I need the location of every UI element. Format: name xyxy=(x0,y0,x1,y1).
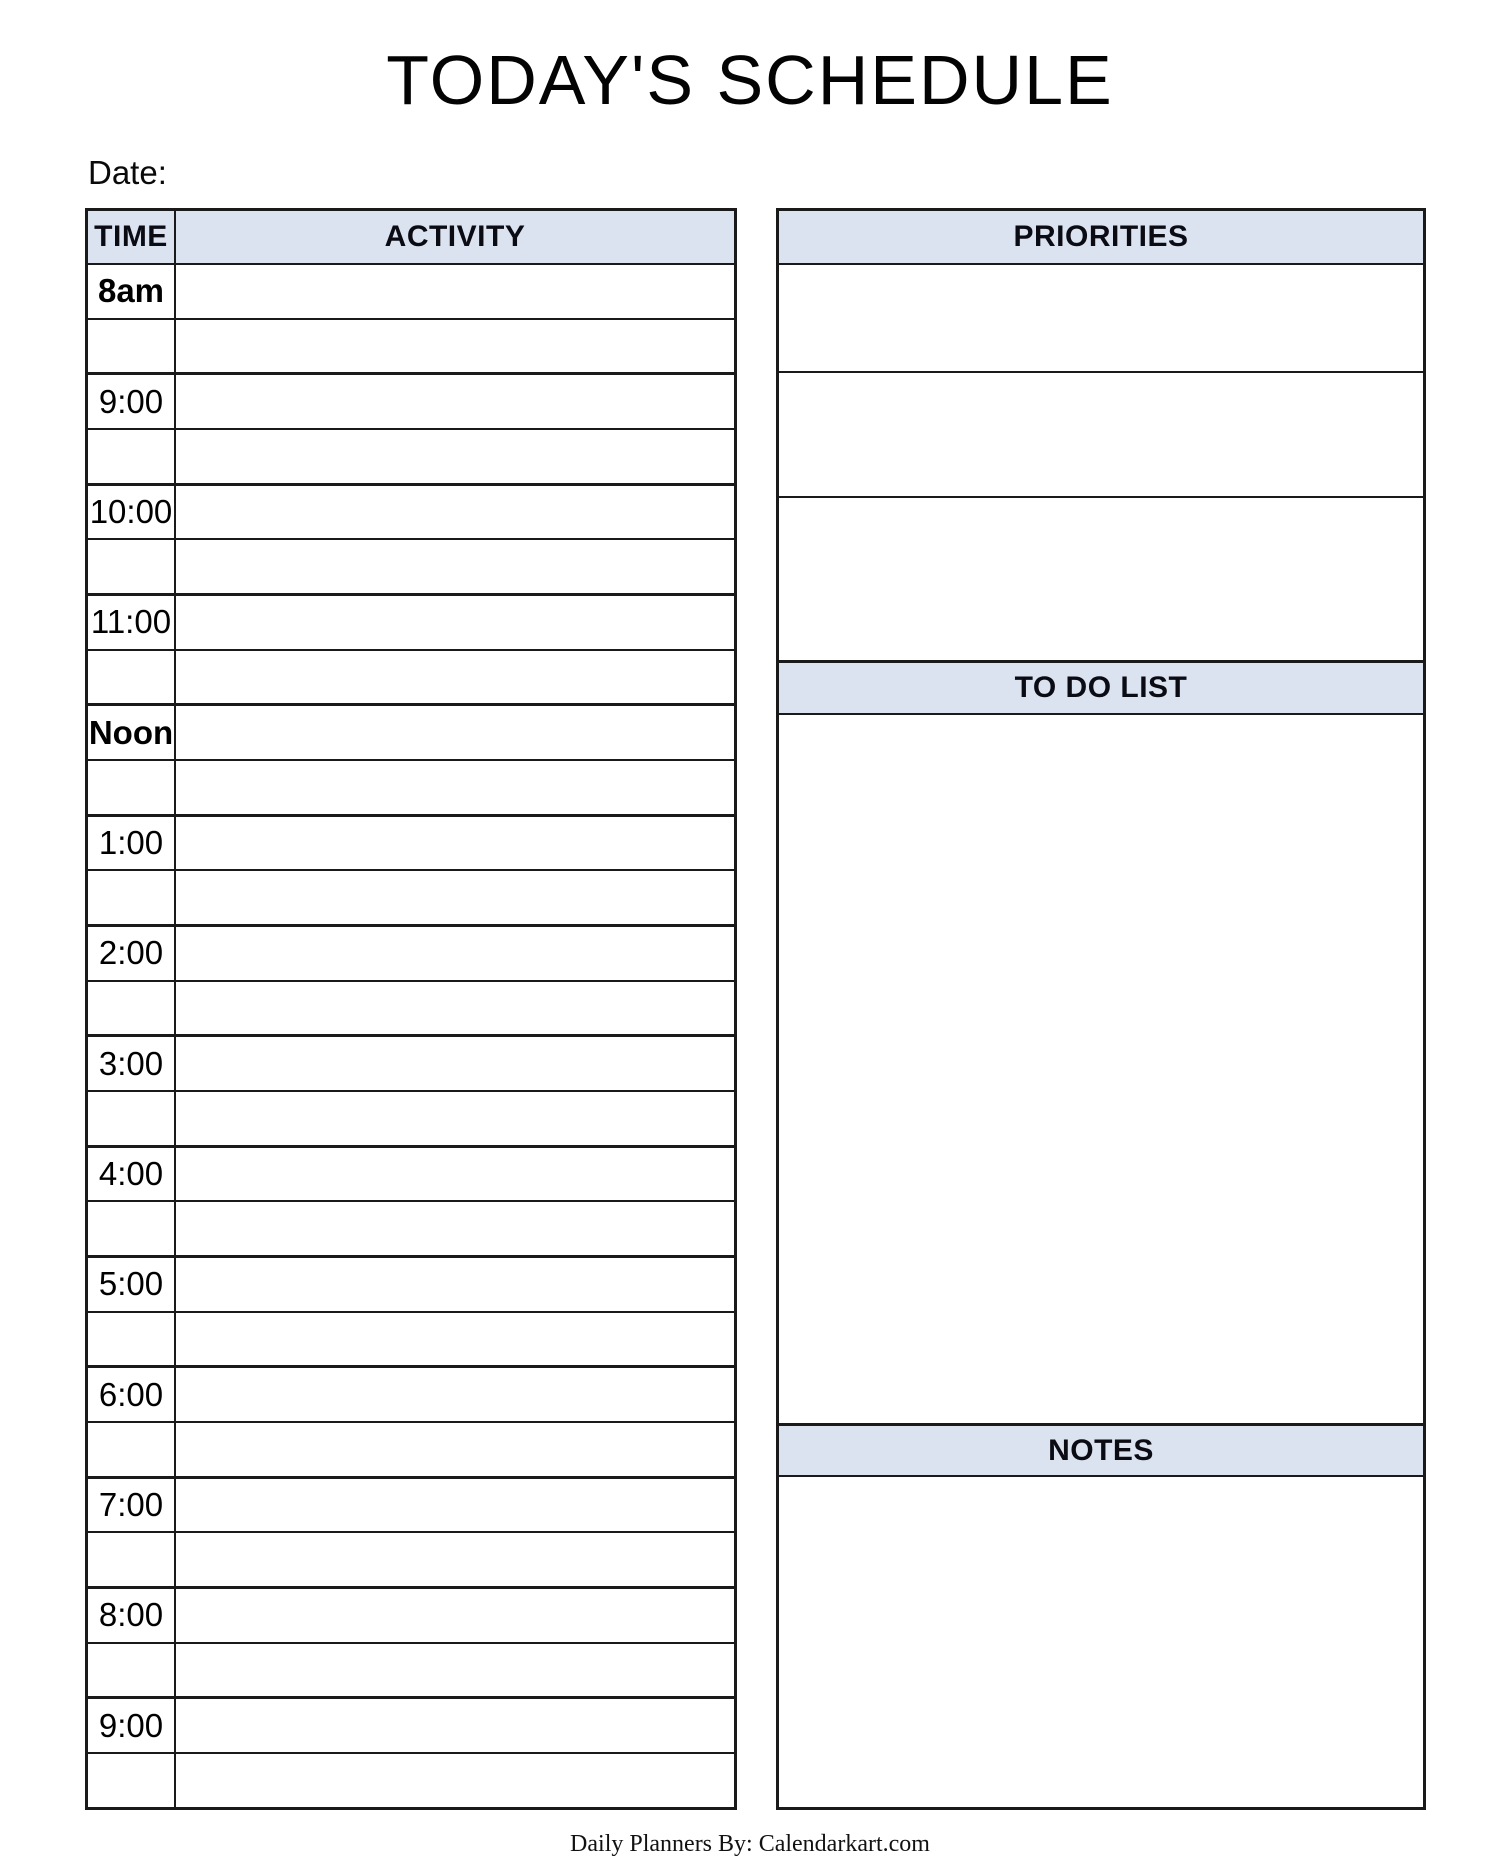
date-label: Date: xyxy=(88,154,167,191)
time-cell xyxy=(88,982,176,1035)
time-cell: 7:00 xyxy=(88,1479,176,1532)
schedule-half-hour-row xyxy=(88,1423,734,1479)
activity-cell xyxy=(176,1644,734,1697)
time-cell xyxy=(88,1202,176,1255)
schedule-half-hour-row xyxy=(88,320,734,376)
activity-cell xyxy=(176,486,734,539)
schedule-rows xyxy=(88,265,734,1807)
activity-cell xyxy=(176,1258,734,1311)
notes-area xyxy=(779,1477,1423,1807)
schedule-hour-row xyxy=(88,1148,734,1203)
activity-cell xyxy=(176,1423,734,1476)
activity-cell xyxy=(176,1589,734,1642)
time-cell: 8am xyxy=(88,265,176,318)
schedule-table xyxy=(85,208,737,1810)
activity-cell xyxy=(176,1313,734,1366)
time-cell: 3:00 xyxy=(88,1037,176,1090)
time-cell: 8:00 xyxy=(88,1589,176,1642)
activity-cell xyxy=(176,1037,734,1090)
activity-cell xyxy=(176,1092,734,1145)
priority-row xyxy=(779,265,1423,373)
activity-cell xyxy=(176,375,734,428)
todo-list-area xyxy=(779,715,1423,1423)
schedule-hour-row xyxy=(88,1037,734,1092)
schedule-hour-row xyxy=(88,486,734,541)
time-cell: 5:00 xyxy=(88,1258,176,1311)
activity-cell xyxy=(176,1479,734,1532)
priority-row xyxy=(779,498,1423,663)
priority-row xyxy=(779,373,1423,498)
schedule-half-hour-row xyxy=(88,871,734,927)
activity-cell xyxy=(176,540,734,593)
date-field xyxy=(88,154,356,192)
activity-cell xyxy=(176,651,734,704)
activity-cell xyxy=(176,706,734,759)
time-cell xyxy=(88,1423,176,1476)
activity-cell xyxy=(176,1754,734,1807)
activity-cell xyxy=(176,927,734,980)
time-cell: 4:00 xyxy=(88,1148,176,1201)
activity-cell xyxy=(176,817,734,870)
todo-list-header: TO DO LIST xyxy=(779,663,1423,715)
schedule-half-hour-row xyxy=(88,430,734,486)
time-cell: 1:00 xyxy=(88,817,176,870)
activity-cell xyxy=(176,596,734,649)
time-cell: 9:00 xyxy=(88,1699,176,1752)
schedule-half-hour-row xyxy=(88,1092,734,1148)
activity-cell xyxy=(176,1202,734,1255)
activity-cell xyxy=(176,1533,734,1586)
time-cell: Noon xyxy=(88,706,176,759)
schedule-hour-row xyxy=(88,817,734,872)
schedule-hour-row xyxy=(88,265,734,320)
priorities-header: PRIORITIES xyxy=(779,211,1423,265)
activity-cell xyxy=(176,430,734,483)
schedule-hour-row xyxy=(88,1479,734,1534)
time-cell xyxy=(88,1313,176,1366)
time-cell xyxy=(88,430,176,483)
content-area xyxy=(85,208,1426,1810)
time-cell xyxy=(88,1754,176,1807)
schedule-half-hour-row xyxy=(88,1533,734,1589)
priorities-rows xyxy=(779,265,1423,663)
time-cell xyxy=(88,1644,176,1697)
time-cell xyxy=(88,651,176,704)
time-cell xyxy=(88,1092,176,1145)
page-title: TODAY'S SCHEDULE xyxy=(386,41,1114,119)
schedule-half-hour-row xyxy=(88,1644,734,1700)
schedule-hour-row xyxy=(88,1258,734,1313)
schedule-hour-row xyxy=(88,1589,734,1644)
activity-cell xyxy=(176,982,734,1035)
activity-cell xyxy=(176,1368,734,1421)
time-cell: 6:00 xyxy=(88,1368,176,1421)
time-cell xyxy=(88,871,176,924)
activity-cell xyxy=(176,1699,734,1752)
time-column-header: TIME xyxy=(88,211,176,263)
activity-cell xyxy=(176,265,734,318)
schedule-half-hour-row xyxy=(88,761,734,817)
activity-cell xyxy=(176,761,734,814)
schedule-half-hour-row xyxy=(88,982,734,1038)
schedule-hour-row xyxy=(88,1699,734,1754)
activity-cell xyxy=(176,871,734,924)
activity-column-header: ACTIVITY xyxy=(384,220,526,253)
schedule-hour-row xyxy=(88,375,734,430)
footer-credit: Daily Planners By: Calendarkart.com xyxy=(570,1831,930,1857)
time-cell: 10:00 xyxy=(88,486,176,539)
activity-cell xyxy=(176,1148,734,1201)
time-cell xyxy=(88,540,176,593)
schedule-hour-row xyxy=(88,706,734,761)
activity-cell xyxy=(176,320,734,373)
notes-header: NOTES xyxy=(779,1423,1423,1477)
schedule-half-hour-row xyxy=(88,651,734,707)
schedule-half-hour-row xyxy=(88,540,734,596)
schedule-hour-row xyxy=(88,1368,734,1423)
time-cell xyxy=(88,320,176,373)
schedule-hour-row xyxy=(88,927,734,982)
time-cell: 9:00 xyxy=(88,375,176,428)
schedule-half-hour-row xyxy=(88,1313,734,1369)
time-cell xyxy=(88,761,176,814)
time-cell: 2:00 xyxy=(88,927,176,980)
schedule-header-row xyxy=(88,211,734,265)
time-cell xyxy=(88,1533,176,1586)
right-panel xyxy=(776,208,1426,1810)
schedule-half-hour-row xyxy=(88,1202,734,1258)
schedule-hour-row xyxy=(88,596,734,651)
time-cell: 11:00 xyxy=(88,596,176,649)
schedule-half-hour-row xyxy=(88,1754,734,1807)
